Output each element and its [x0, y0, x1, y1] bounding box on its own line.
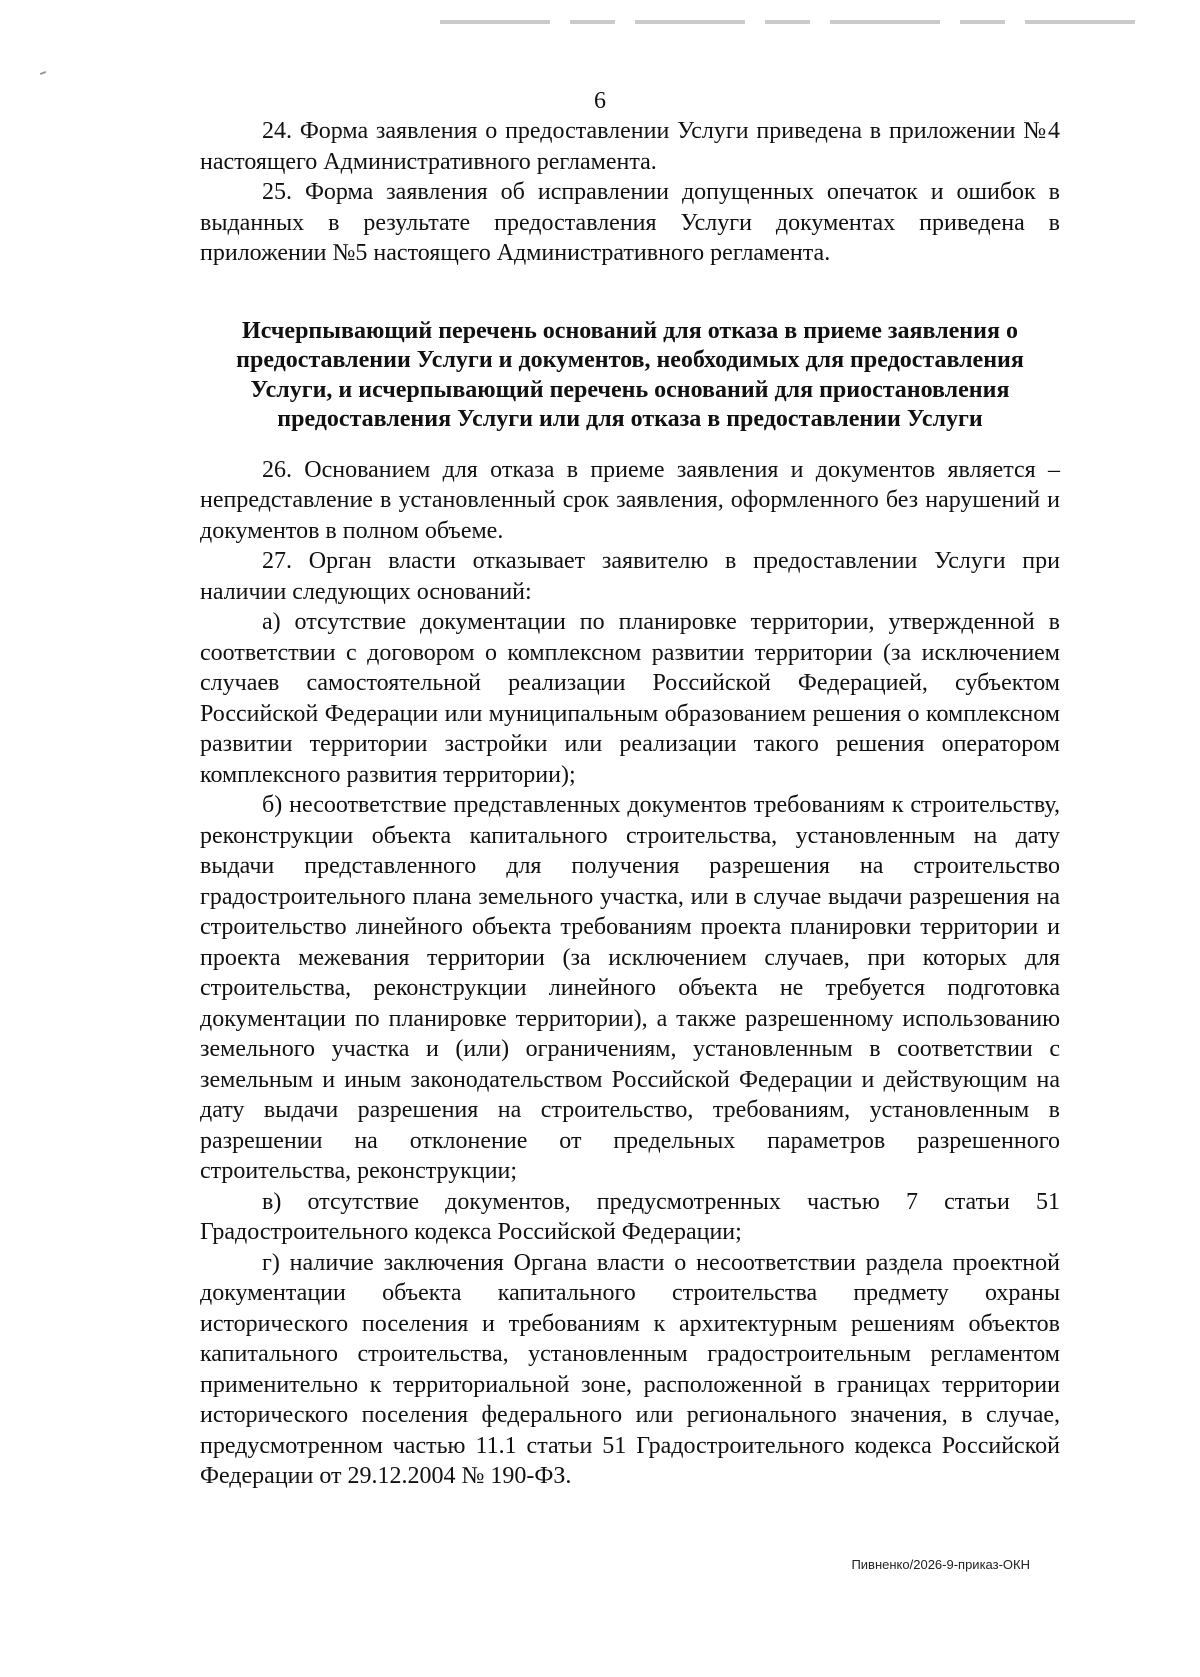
- paragraph-26: 26. Основанием для отказа в приеме заявления и документов является – непредставление в установленный срок заявления, оформленного без нарушений и документов в полном объеме.: [200, 456, 1060, 544]
- paragraph-27: 27. Орган власти отказывает заявителю в предоставлении Услуги при наличии следующих оснований:: [200, 548, 1060, 605]
- paragraph-25: 25. Форма заявления об исправлении допущенных опечаток и ошибок в выданных в результате предоставления Услуги документах приведена в приложении №5 настоящего Административного регламента.: [200, 179, 1060, 266]
- section-heading: Исчерпывающий перечень оснований для отказа в приеме заявления о предоставлении Услуги и документов, необходимых для предоставления Услуги, и исчерпывающий перечень оснований для приостановления предоставления Услуги или для отказа в предоставлении Услуги: [236, 317, 1024, 432]
- subitem-g: г) наличие заключения Органа власти о несоответствии раздела проектной документации объекта капитального строительства предмету охраны исторического поселения и требованиям к архитектурным решениям объектов капитального строительства, установленным градостроительным регламентом применительно к территориальной зоне, расположенной в границах территории исторического поселения федерального или регионального значения, в случае, предусмотренном частью 11.1 статьи 51 Градостроительного кодекса Российской Федерации от 29.12.2004 № 190-ФЗ.: [200, 1249, 1060, 1489]
- document-body: [200, 116, 1060, 1492]
- scan-artifact-lines: [440, 20, 1140, 24]
- subitem-a: а) отсутствие документации по планировке территории, утвержденной в соответствии с договором о комплексном развитии территории (за исключением случаев самостоятельной реализации Российской Федерацией, субъектом Российской Федерации или муниципальным образованием решения о комплексном развитии территории застройки или реализации такого решения оператором комплексного развития территории);: [200, 609, 1060, 788]
- paragraph-24: 24. Форма заявления о предоставлении Услуги приведена в приложении №4 настоящего Административного регламента.: [200, 118, 1060, 175]
- subitem-b: б) несоответствие представленных документов требованиям к строительству, реконструкции объекта капитального строительства, установленным на дату выдачи представленного для получения разрешения на строительство градостроительного плана земельного участка, или в случае выдачи разрешения на строительство линейного объекта требованиям проекта планировки территории и проекта межевания территории (за исключением случаев, при которых для строительства, реконструкции линейного объекта не требуется подготовка документации по планировке территории), а также разрешенному использованию земельного участка и (или) ограничениям, установленным в соответствии с земельным и иным законодательством Российской Федерации и действующим на дату выдачи разрешения на строительство, требованиям, установленным в разрешении на отклонение от предельных параметров разрешенного строительства, реконструкции;: [200, 792, 1060, 1184]
- document-code: Пивненко/2026-9-приказ-ОКН: [851, 1557, 1030, 1572]
- page-number: 6: [594, 88, 606, 114]
- subitem-v: в) отсутствие документов, предусмотренных частью 7 статьи 51 Градостроительного кодекса Российской Федерации;: [200, 1188, 1060, 1245]
- scan-speck: [40, 71, 46, 75]
